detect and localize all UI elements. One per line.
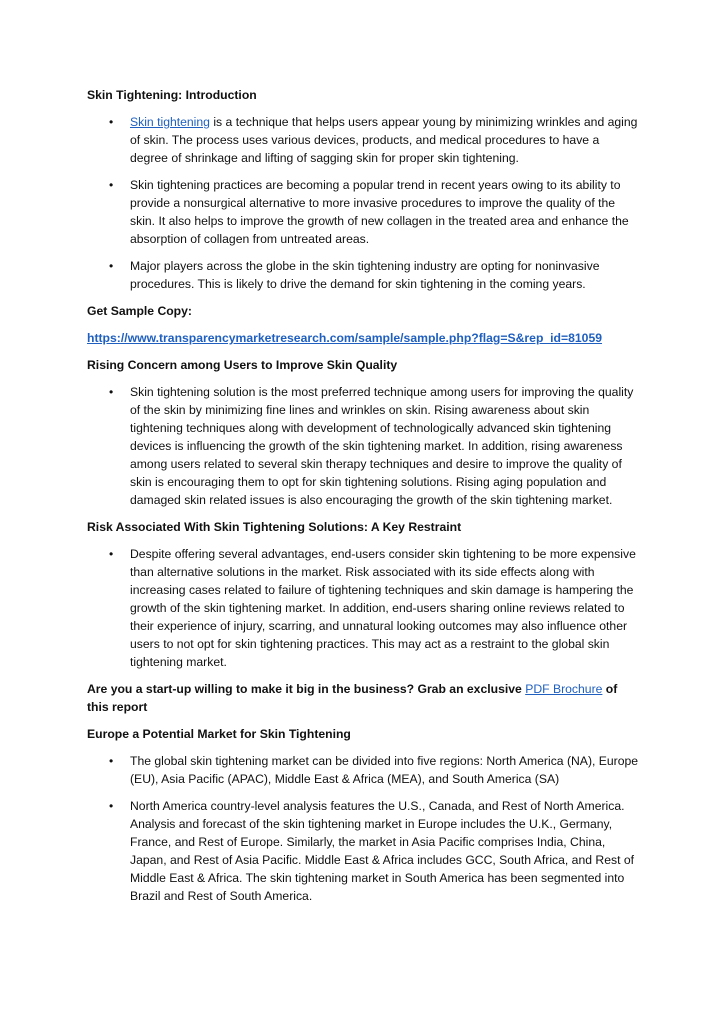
cta-text-after: of this report — [87, 682, 618, 714]
list-item — [87, 752, 639, 788]
list-item — [87, 797, 639, 905]
section-heading-sample-copy: Get Sample Copy: — [87, 304, 192, 318]
list-item-text: Major players across the globe in the skin tightening industry are opting for noninvasive procedures. This is likely to drive the demand for skin tightening in the coming years. — [130, 259, 600, 291]
list-item-text: is a technique that helps users appear young by minimizing wrinkles and aging of skin. The process uses various devices, products, and medical procedures to have a degree of shrinkage and lifting of sagging skin for proper skin tightening. — [130, 115, 638, 165]
document-body — [87, 86, 639, 914]
list-item-text: Despite offering several advantages, end-users consider skin tightening to be more expensive than alternative solutions in the market. Risk associated with its side effects along with increasing cases related to failure of tightening techniques and skin damage is hampering the growth of the skin tightening market. In addition, end-users sharing online reviews related to their experience of injury, scarring, and unnatural looking outcomes may also influence other users to not opt for skin tightening practices. This may act as a restraint to the global skin tightening market. — [130, 547, 636, 669]
list-item-text: The global skin tightening market can be divided into five regions: North America (NA), Europe (EU), Asia Pacific (APAC), Middle East & Africa (MEA), and South America (SA) — [130, 754, 639, 786]
section-heading-risk: Risk Associated With Skin Tightening Solutions: A Key Restraint — [87, 520, 462, 534]
risk-bullet-list — [87, 545, 639, 671]
brochure-call-to-action — [87, 680, 639, 716]
bullet-icon: • — [109, 799, 114, 813]
pdf-brochure-link[interactable]: PDF Brochure — [525, 682, 603, 696]
intro-bullet-list — [87, 113, 639, 293]
list-item-text: North America country-level analysis features the U.S., Canada, and Rest of North America. Analysis and forecast of the skin tightening market in Europe includes the U.K., Germany, France, and Rest of Europe. Similarly, the market in Asia Pacific comprises India, China, Japan, and Rest of Asia Pacific. Middle East & Africa includes GCC, South Africa, and Rest of Middle East & Africa. The skin tightening market in South America has been segmented into Brazil and Rest of South America. — [130, 799, 634, 903]
list-item-text: Skin tightening solution is the most preferred technique among users for improving the quality of the skin by minimizing fine lines and wrinkles on skin. Rising awareness about skin tightening techniques along with development of technologically advanced skin tightening devices is influencing the growth of the skin tightening market. In addition, rising awareness among users related to several skin therapy techniques and desire to improve the quality of skin is encouraging them to opt for skin tightening solutions. Rising aging population and damaged skin related issues is also encouraging the growth of the skin tightening market. — [130, 385, 634, 507]
list-item — [87, 545, 639, 671]
section-heading-rising-concern: Rising Concern among Users to Improve Skin Quality — [87, 358, 398, 372]
bullet-icon: • — [109, 547, 114, 561]
list-item — [87, 113, 639, 167]
section-heading-introduction: Skin Tightening: Introduction — [87, 88, 257, 102]
list-item — [87, 176, 639, 248]
bullet-icon: • — [109, 385, 114, 399]
list-item-text: Skin tightening practices are becoming a popular trend in recent years owing to its ability to provide a nonsurgical alternative to more invasive procedures to improve the quality of the skin. It also helps to improve the growth of new collagen in the treated area and enhance the absorption of collagen from untreated areas. — [130, 178, 629, 246]
bullet-icon: • — [109, 178, 114, 192]
bullet-icon: • — [109, 115, 114, 129]
europe-bullet-list — [87, 752, 639, 905]
section-heading-europe: Europe a Potential Market for Skin Tightening — [87, 727, 351, 741]
sample-url-link[interactable]: https://www.transparencymarketresearch.com/sample/sample.php?flag=S&rep_id=81059 — [87, 331, 603, 345]
cta-text-before: Are you a start-up willing to make it big in the business? Grab an exclusive — [87, 682, 526, 696]
bullet-icon: • — [109, 754, 114, 768]
list-item — [87, 383, 639, 509]
skin-tightening-link[interactable]: Skin tightening — [130, 115, 210, 129]
concern-bullet-list — [87, 383, 639, 509]
bullet-icon: • — [109, 259, 114, 273]
list-item — [87, 257, 639, 293]
sample-url-line — [87, 329, 639, 347]
